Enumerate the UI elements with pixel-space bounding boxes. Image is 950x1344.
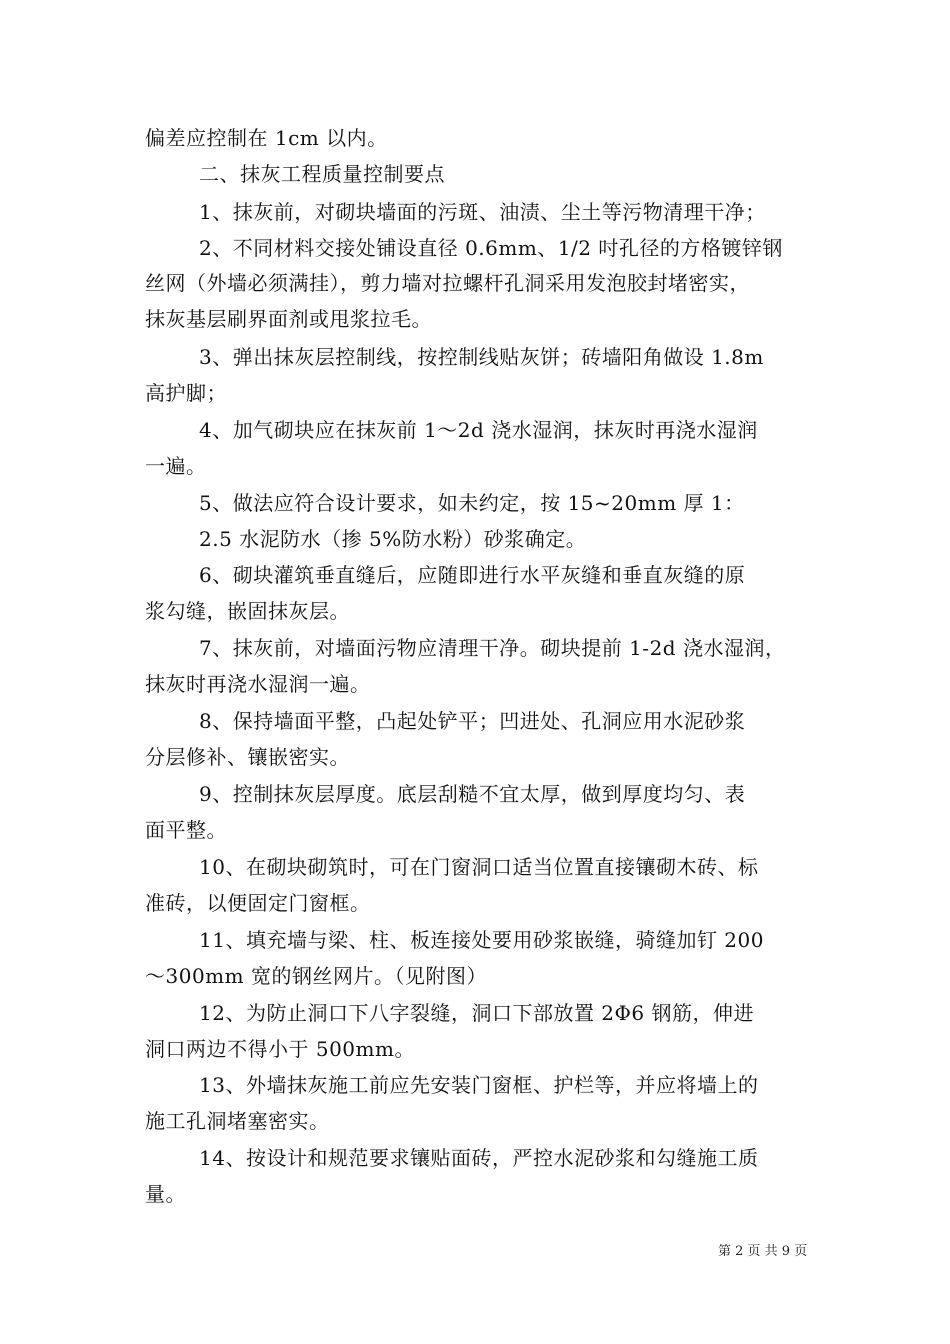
text-line: 9、控制抹灰层厚度。底层刮糙不宜太厚，做到厚度均匀、表	[199, 782, 746, 806]
text-line: 2、不同材料交接处铺设直径 0.6mm、1/2 吋孔径的方格镀锌钢	[199, 236, 783, 260]
text-line: 1、抹灰前，对砌块墙面的污斑、油渍、尘土等污物清理干净；	[199, 200, 766, 224]
text-line: 12、为防止洞口下八字裂缝，洞口下部放置 2Φ6 钢筋，伸进	[199, 1001, 755, 1025]
page-number-footer: 第 2 页 共 9 页	[718, 1244, 808, 1259]
text-line: 丝网（外墙必须满挂），剪力墙对拉螺杆孔洞采用发泡胶封堵密实，	[145, 271, 750, 295]
text-line: 量。	[145, 1182, 186, 1206]
text-line: 准砖，以便固定门窗框。	[145, 891, 371, 915]
text-line: 8、保持墙面平整，凸起处铲平；凹进处、孔洞应用水泥砂浆	[199, 709, 746, 733]
text-line: 13、外墙抹灰施工前应先安装门窗框、护栏等，并应将墙上的	[199, 1073, 759, 1097]
text-line: 偏差应控制在 1cm 以内。	[145, 126, 388, 150]
text-line: 面平整。	[145, 818, 227, 842]
text-line: 浆勾缝，嵌固抹灰层。	[145, 599, 350, 623]
section-heading: 二、抹灰工程质量控制要点	[199, 162, 445, 186]
text-line: 6、砌块灌筑垂直缝后，应随即进行水平灰缝和垂直灰缝的原	[199, 563, 746, 587]
text-line: 3、弹出抹灰层控制线，按控制线贴灰饼；砖墙阳角做设 1.8m	[199, 345, 764, 369]
text-line: 2.5 水泥防水（掺 5%防水粉）砂浆确定。	[199, 527, 587, 551]
text-line: 抹灰基层刷界面剂或甩浆拉毛。	[145, 307, 432, 331]
text-line: 4、加气砌块应在抹灰前 1～2d 浇水湿润，抹灰时再浇水湿润	[199, 418, 758, 442]
text-line: 抹灰时再浇水湿润一遍。	[145, 672, 371, 696]
text-line: 11、填充墙与梁、柱、板连接处要用砂浆嵌缝，骑缝加钉 200	[199, 928, 764, 952]
text-line: 分层修补、镶嵌密实。	[145, 745, 350, 769]
text-line: 14、按设计和规范要求镶贴面砖，严控水泥砂浆和勾缝施工质	[199, 1146, 759, 1170]
text-line: 洞口两边不得小于 500mm。	[145, 1037, 415, 1061]
text-line: ～300mm 宽的钢丝网片。（见附图）	[145, 964, 487, 988]
text-line: 高护脚；	[145, 381, 227, 405]
text-line: 5、做法应符合设计要求，如未约定，按 15~20mm 厚 1：	[199, 491, 745, 515]
text-line: 施工孔洞堵塞密实。	[145, 1109, 330, 1133]
text-line: 一遍。	[145, 454, 207, 478]
text-line: 10、在砌块砌筑时，可在门窗洞口适当位置直接镶砌木砖、标	[199, 855, 759, 879]
text-line: 7、抹灰前，对墙面污物应清理干净。砌块提前 1-2d 浇水湿润，	[199, 636, 786, 660]
